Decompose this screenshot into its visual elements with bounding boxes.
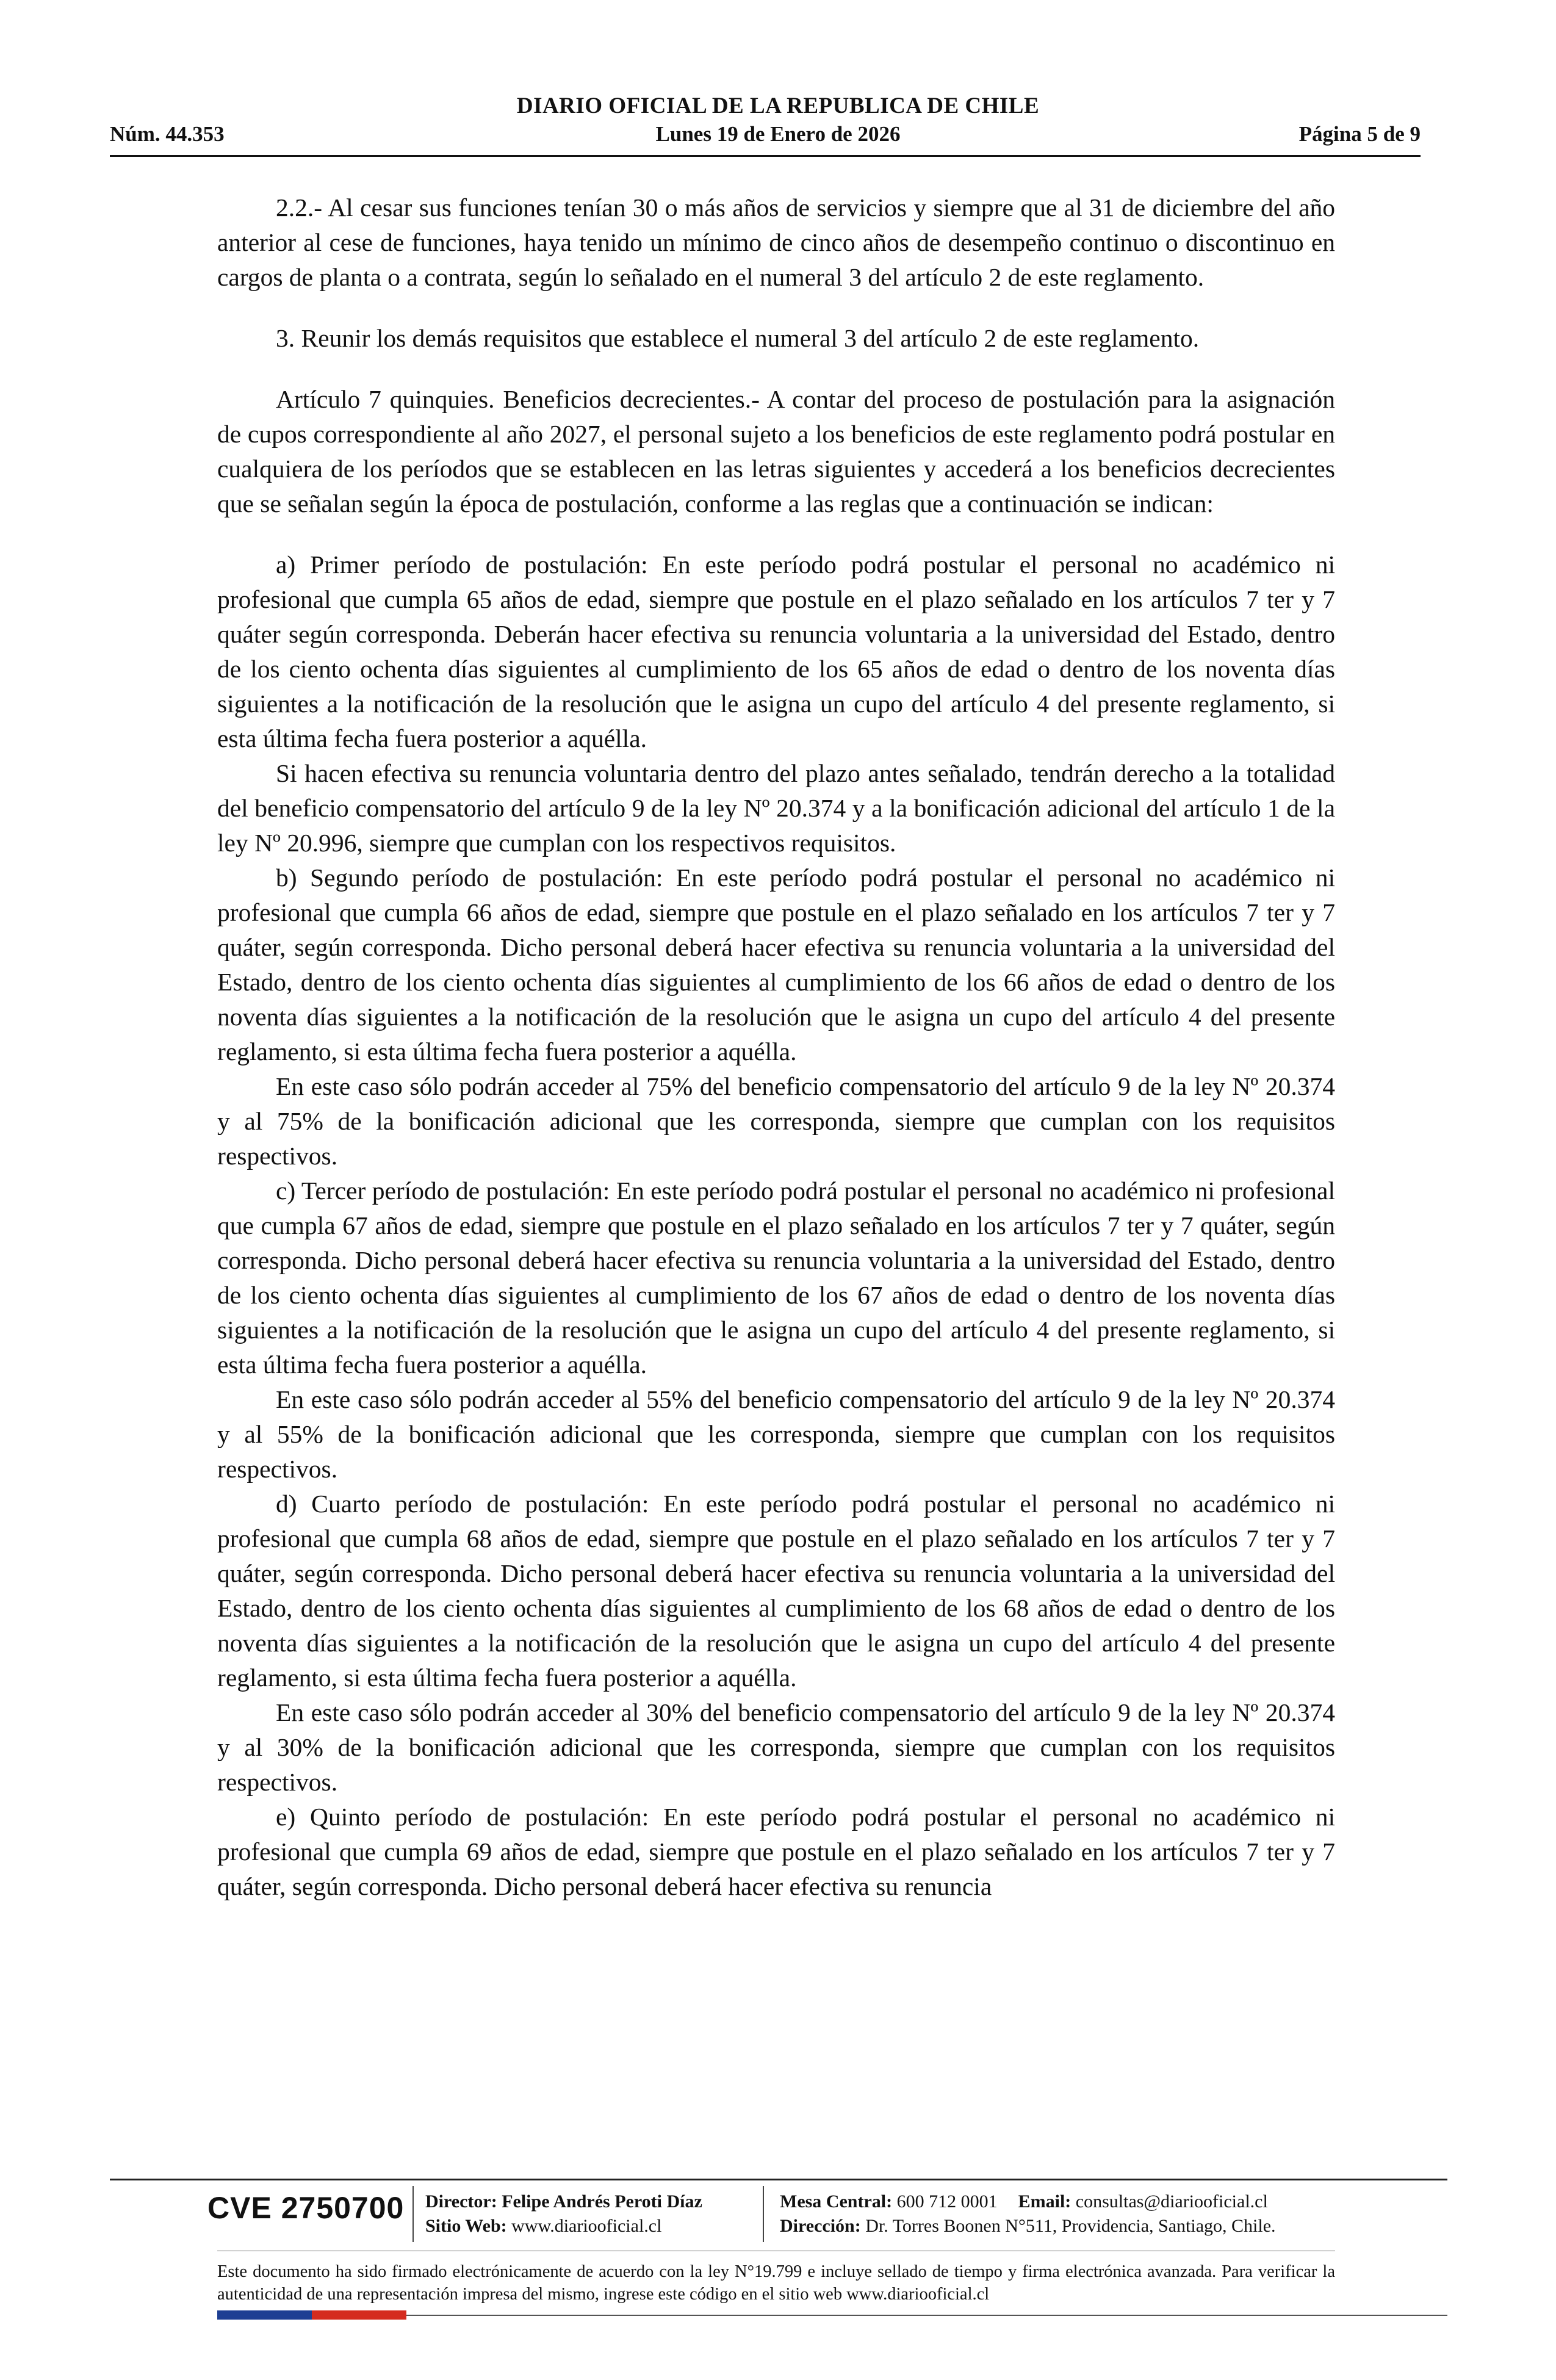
footer-separator	[412, 2186, 414, 2242]
address-value: Dr. Torres Boonen N°511, Providencia, Santiago, Chile.	[865, 2216, 1276, 2236]
paragraph-period-b-benefit: En este caso sólo podrán acceder al 75% del beneficio compensatorio del artículo 9 de la ley Nº 20.374 y al 75% de la bonificación adicional que les corresponda, siempre que cumplan con los requisitos respectivos.	[217, 1072, 1335, 1170]
mesa-phone: 600 712 0001	[896, 2191, 998, 2212]
footer-separator	[763, 2186, 764, 2242]
site-label: Sitio Web:	[425, 2216, 507, 2236]
paragraph-period-a-benefit: Si hacen efectiva su renuncia voluntaria dentro del plazo antes señalado, tendrán derecho a la totalidad del beneficio compensatorio del artículo 9 de la ley Nº 20.374 y a la bonificación adicional del artículo 1 de la ley Nº 20.996, siempre que cumplan con los respectivos requisitos.	[217, 759, 1335, 857]
paragraph-3: 3. Reunir los demás requisitos que establece el numeral 3 del artículo 2 de este reglamento.	[276, 324, 1200, 352]
flag-bar-red	[312, 2310, 406, 2320]
flag-bar-blue	[217, 2310, 312, 2320]
email-label: Email:	[1018, 2191, 1072, 2212]
issue-number: Núm. 44.353	[110, 122, 225, 146]
publication-title: DIARIO OFICIAL DE LA REPUBLICA DE CHILE	[516, 93, 1040, 118]
header-divider	[110, 155, 1421, 157]
mesa-label: Mesa Central:	[780, 2191, 893, 2212]
footer-divider	[110, 2179, 1447, 2180]
page-indicator: Página 5 de 9	[1298, 122, 1421, 146]
paragraph-2-2: 2.2.- Al cesar sus funciones tenían 30 o más años de servicios y siempre que al 31 de diciembre del año anterior al cese de funciones, haya tenido un mínimo de cinco años de desempeño continuo o discontinuo en cargos de planta o a contrata, según lo señalado en el numeral 3 del artículo 2 de este reglamento.	[217, 193, 1335, 291]
footer-contact-block	[780, 2190, 1276, 2238]
address-label: Dirección:	[780, 2216, 861, 2236]
footer-director-block	[425, 2190, 702, 2238]
footer-bottom-line	[406, 2315, 1447, 2316]
email-link[interactable]: consultas@diariooficial.cl	[1075, 2191, 1268, 2212]
document-body	[217, 190, 1335, 1904]
director-name: Felipe Andrés Peroti Díaz	[502, 2191, 702, 2212]
paragraph-period-c: c) Tercer período de postulación: En este período podrá postular el personal no académico ni profesional que cumpla 67 años de edad, siempre que postule en el plazo señalado en los artículos 7 ter y 7 quáter, según corresponda. Dicho personal deberá hacer efectiva su renuncia voluntaria a la universidad del Estado, dentro de los ciento ochenta días siguientes al cumplimiento de los 67 años de edad o dentro de los noventa días siguientes a la notificación de la resolución que le asigna un cupo del artículo 4 del presente reglamento, si esta última fecha fuera posterior a aquélla.	[217, 1177, 1335, 1379]
paragraph-period-c-benefit: En este caso sólo podrán acceder al 55% del beneficio compensatorio del artículo 9 de la ley Nº 20.374 y al 55% de la bonificación adicional que les corresponda, siempre que cumplan con los requisitos respectivos.	[217, 1385, 1335, 1483]
signature-disclaimer: Este documento ha sido firmado electrónicamente de acuerdo con la ley N°19.799 e incluye sellado de tiempo y firma electrónica avanzada. Para verificar la autenticidad de una representación impresa del mismo, ingrese este código en el sitio web www.diariooficial.cl	[217, 2262, 1335, 2304]
paragraph-period-d: d) Cuarto período de postulación: En este período podrá postular el personal no académico ni profesional que cumpla 68 años de edad, siempre que postule en el plazo señalado en los artículos 7 ter y 7 quáter, según corresponda. Dicho personal deberá hacer efectiva su renuncia voluntaria a la universidad del Estado, dentro de los ciento ochenta días siguientes al cumplimiento de los 68 años de edad o dentro de los noventa días siguientes a la notificación de la resolución que le asigna un cupo del artículo 4 del presente reglamento, si esta última fecha fuera posterior a aquélla.	[217, 1490, 1335, 1692]
issue-date: Lunes 19 de Enero de 2026	[655, 122, 901, 146]
cve-code: CVE 2750700	[207, 2191, 405, 2225]
site-link[interactable]: www.diariooficial.cl	[511, 2216, 662, 2236]
paragraph-period-d-benefit: En este caso sólo podrán acceder al 30% del beneficio compensatorio del artículo 9 de la ley Nº 20.374 y al 30% de la bonificación adicional que les corresponda, siempre que cumplan con los requisitos respectivos.	[217, 1698, 1335, 1796]
paragraph-article-7-quinquies: Artículo 7 quinquies. Beneficios decrecientes.- A contar del proceso de postulación para la asignación de cupos correspondiente al año 2027, el personal sujeto a los beneficios de este reglamento podrá postular en cualquiera de los períodos que se establecen en las letras siguientes y accederá a los beneficios decrecientes que se señalan según la época de postulación, conforme a las reglas que a continuación se indican:	[217, 385, 1335, 517]
paragraph-period-b: b) Segundo período de postulación: En este período podrá postular el personal no académico ni profesional que cumpla 66 años de edad, siempre que postule en el plazo señalado en los artículos 7 ter y 7 quáter, según corresponda. Dicho personal deberá hacer efectiva su renuncia voluntaria a la universidad del Estado, dentro de los ciento ochenta días siguientes al cumplimiento de los 66 años de edad o dentro de los noventa días siguientes a la notificación de la resolución que le asigna un cupo del artículo 4 del presente reglamento, si esta última fecha fuera posterior a aquélla.	[217, 864, 1335, 1066]
paragraph-period-a: a) Primer período de postulación: En este período podrá postular el personal no académico ni profesional que cumpla 65 años de edad, siempre que postule en el plazo señalado en los artículos 7 ter y 7 quáter según corresponda. Deberán hacer efectiva su renuncia voluntaria a la universidad del Estado, dentro de los ciento ochenta días siguientes al cumplimiento de los 65 años de edad o dentro de los noventa días siguientes a la notificación de la resolución que le asigna un cupo del artículo 4 del presente reglamento, si esta última fecha fuera posterior a aquélla.	[217, 550, 1335, 752]
director-label: Director:	[425, 2191, 497, 2212]
paragraph-period-e: e) Quinto período de postulación: En este período podrá postular el personal no académico ni profesional que cumpla 69 años de edad, siempre que postule en el plazo señalado en los artículos 7 ter y 7 quáter, según corresponda. Dicho personal deberá hacer efectiva su renuncia	[217, 1803, 1335, 1900]
